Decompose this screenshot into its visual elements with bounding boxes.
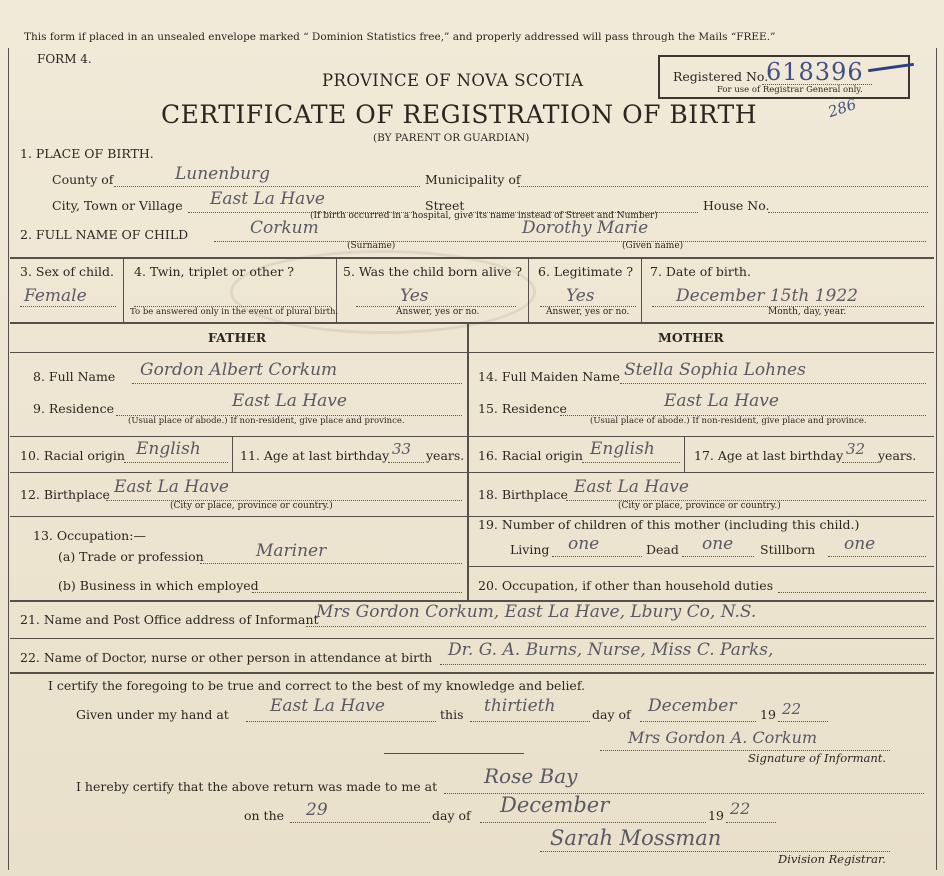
- sex-value: Female: [24, 286, 87, 306]
- father-birthplace-label: 12. Birthplace: [20, 487, 110, 502]
- mother-heading: MOTHER: [658, 330, 724, 345]
- alive-caption: Answer, yes or no.: [396, 307, 480, 317]
- return-month-value: December: [500, 793, 610, 817]
- right-margin-line: [936, 48, 937, 870]
- registered-number: 618396: [766, 58, 864, 86]
- father-racial-bottom-rule: [10, 472, 468, 473]
- form-number: FORM 4.: [37, 52, 92, 66]
- father-age-value: 33: [392, 440, 412, 458]
- mother-age-line: [842, 462, 878, 463]
- col-divider-1: [123, 258, 124, 322]
- child-name-label: 2. FULL NAME OF CHILD: [20, 227, 189, 242]
- father-years: years.: [426, 448, 465, 463]
- doctor-bottom-rule: [10, 672, 934, 674]
- legitimate-label: 6. Legitimate ?: [538, 264, 634, 279]
- dead-label: Dead: [646, 542, 679, 557]
- living-value: one: [568, 534, 600, 554]
- page-subtitle: (BY PARENT OR GUARDIAN): [373, 132, 530, 144]
- dob-value: December 15th 1922: [676, 286, 858, 306]
- mailing-notice: This form if placed in an unsealed envelope marked “ Dominion Statistics free,” and properly addressed will pass through the Mails “FREE.”: [24, 31, 776, 43]
- hospital-note: (If birth occurred in a hospital, give its name instead of Street and Number): [310, 211, 658, 221]
- father-age-label: 11. Age at last birthday: [240, 448, 390, 463]
- alive-value: Yes: [400, 286, 429, 306]
- return-month-line: [480, 822, 706, 823]
- child-name-line: [214, 241, 926, 242]
- surname-caption: (Surname): [347, 241, 396, 251]
- doctor-label: 22. Name of Doctor, nurse or other person in attendance at birth: [20, 650, 433, 665]
- province-heading: PROVINCE OF NOVA SCOTIA: [322, 71, 584, 90]
- stillborn-label: Stillborn: [760, 542, 816, 557]
- city-label: City, Town or Village: [52, 198, 183, 213]
- twin-note: To be answered only in the event of plural birth.: [130, 307, 339, 317]
- corner-mark: 286: [825, 95, 859, 122]
- father-residence-note: (Usual place of abode.) If non-resident, give place and province.: [128, 416, 405, 426]
- father-occupation-rule: [10, 516, 468, 517]
- return-day-value: 29: [306, 800, 328, 820]
- mother-occupation-rule: [468, 566, 934, 567]
- dead-value: one: [702, 534, 734, 554]
- father-heading: FATHER: [208, 330, 267, 345]
- mother-occupation-line: [778, 592, 926, 593]
- mother-racial-bottom-rule: [468, 472, 934, 473]
- alive-label: 5. Was the child born alive ?: [343, 264, 523, 279]
- informant-value: Mrs Gordon Corkum, East La Have, Lbury Co, N.S.: [316, 602, 757, 622]
- business-line: [252, 592, 462, 593]
- dob-caption: Month, day, year.: [768, 307, 847, 317]
- mother-birthplace-note: (City or place, province or country.): [618, 501, 781, 511]
- informant-line: [306, 626, 926, 627]
- mother-racial-value: English: [590, 439, 655, 459]
- return-label: I hereby certify that the above return was made to me at: [76, 779, 438, 794]
- return-place-value: Rose Bay: [484, 764, 578, 788]
- separator-rule: [384, 753, 524, 754]
- year-value: 22: [782, 700, 802, 718]
- mother-residence-value: East La Have: [664, 391, 779, 411]
- legitimate-value: Yes: [566, 286, 595, 306]
- stillborn-value: one: [844, 534, 876, 554]
- municipality-label: Municipality of: [425, 172, 521, 187]
- father-birthplace-note: (City or place, province or country.): [170, 501, 333, 511]
- month-line: [640, 721, 756, 722]
- house-line: [768, 212, 928, 213]
- mother-residence-note: (Usual place of abode.) If non-resident, give place and province.: [590, 416, 867, 426]
- informant-label: 21. Name and Post Office address of Informant: [20, 612, 319, 627]
- mother-racial-line: [582, 462, 680, 463]
- day-of-label: day of: [592, 707, 631, 722]
- business-label: (b) Business in which employed: [58, 578, 259, 593]
- stillborn-line: [828, 556, 926, 557]
- return-year-value: 22: [730, 799, 751, 818]
- left-margin-line: [8, 48, 9, 870]
- parents-divider: [467, 323, 469, 600]
- mother-occupation-label: 20. Occupation, if other than household duties: [478, 578, 774, 593]
- city-value: East La Have: [210, 189, 325, 209]
- month-value: December: [648, 696, 737, 716]
- page-title: CERTIFICATE OF REGISTRATION OF BIRTH: [161, 100, 758, 129]
- given-caption: (Given name): [622, 241, 684, 251]
- return-year-line: [726, 822, 776, 823]
- father-name-label: 8. Full Name: [33, 369, 116, 384]
- mother-birthplace-value: East La Have: [574, 477, 689, 497]
- return-day-of-label: day of: [432, 808, 471, 823]
- father-residence-value: East La Have: [232, 391, 347, 411]
- mother-residence-label: 15. Residence: [478, 401, 567, 416]
- father-racial-line: [124, 462, 228, 463]
- col-divider-4: [641, 258, 642, 322]
- certify-text: I certify the foregoing to be true and correct to the best of my knowledge and belief.: [48, 678, 585, 693]
- registered-label: Registered No.: [673, 69, 769, 84]
- doctor-value: Dr. G. A. Burns, Nurse, Miss C. Parks,: [448, 640, 774, 660]
- registrar-signature: Sarah Mossman: [550, 826, 722, 850]
- father-occupation-label: 13. Occupation:—: [33, 528, 146, 543]
- father-age-line: [388, 462, 424, 463]
- year-line: [778, 721, 828, 722]
- sex-label: 3. Sex of child.: [20, 264, 115, 279]
- child-given-value: Dorothy Marie: [522, 218, 649, 238]
- street-label: Street: [425, 198, 465, 213]
- mother-name-line: [620, 383, 926, 384]
- father-name-value: Gordon Albert Corkum: [140, 360, 338, 380]
- trade-line: [200, 563, 462, 564]
- father-birthplace-value: East La Have: [114, 477, 229, 497]
- day-value: thirtieth: [484, 696, 556, 716]
- dob-label: 7. Date of birth.: [650, 264, 751, 279]
- informant-signature-caption: Signature of Informant.: [748, 751, 887, 765]
- mother-racial-top-rule: [468, 436, 934, 437]
- trade-label: (a) Trade or profession: [58, 549, 204, 564]
- county-value: Lunenburg: [175, 164, 271, 184]
- this-label: this: [440, 707, 464, 722]
- informant-signature: Mrs Gordon A. Corkum: [628, 728, 818, 747]
- given-place-line: [246, 721, 436, 722]
- child-surname-value: Corkum: [250, 218, 319, 238]
- place-of-birth-heading: 1. PLACE OF BIRTH.: [20, 146, 154, 161]
- dead-line: [682, 556, 754, 557]
- given-label: Given under my hand at: [76, 707, 229, 722]
- informant-bottom-rule: [10, 638, 934, 639]
- col-divider-3: [528, 258, 529, 322]
- father-racial-label: 10. Racial origin: [20, 448, 125, 463]
- mother-racial-divider: [684, 437, 685, 472]
- father-residence-label: 9. Residence: [33, 401, 114, 416]
- legitimate-caption: Answer, yes or no.: [546, 307, 630, 317]
- mother-years: years.: [878, 448, 917, 463]
- sex-line: [20, 306, 116, 307]
- father-racial-value: English: [136, 439, 201, 459]
- twin-label: 4. Twin, triplet or other ?: [134, 264, 294, 279]
- mother-racial-label: 16. Racial origin: [478, 448, 583, 463]
- registrar-use-note: For use of Registrar General only.: [717, 85, 863, 95]
- father-racial-top-rule: [10, 436, 468, 437]
- children-count-label: 19. Number of children of this mother (including this child.): [478, 517, 860, 532]
- living-label: Living: [510, 542, 550, 557]
- trade-value: Mariner: [256, 541, 327, 561]
- father-name-line: [132, 383, 462, 384]
- year-prefix: 19: [760, 707, 776, 722]
- municipality-line: [518, 186, 928, 187]
- doctor-line: [440, 664, 926, 665]
- mother-age-value: 32: [846, 440, 866, 458]
- mother-name-value: Stella Sophia Lohnes: [624, 360, 806, 380]
- county-line: [114, 186, 420, 187]
- row-bottom-rule: [10, 322, 934, 324]
- given-place-value: East La Have: [270, 696, 385, 716]
- house-label: House No.: [703, 198, 770, 213]
- county-label: County of: [52, 172, 114, 187]
- registrar-caption: Division Registrar.: [778, 852, 886, 866]
- mother-age-label: 17. Age at last birthday: [694, 448, 844, 463]
- mother-birthplace-label: 18. Birthplace: [478, 487, 568, 502]
- father-racial-divider: [232, 437, 233, 472]
- living-line: [552, 556, 642, 557]
- return-day-line: [290, 822, 430, 823]
- day-line: [470, 721, 590, 722]
- row-top-rule: [10, 257, 934, 259]
- on-the-label: on the: [244, 808, 285, 823]
- parents-heading-rule: [10, 352, 934, 353]
- return-year-prefix: 19: [708, 808, 724, 823]
- mother-name-label: 14. Full Maiden Name: [478, 369, 620, 384]
